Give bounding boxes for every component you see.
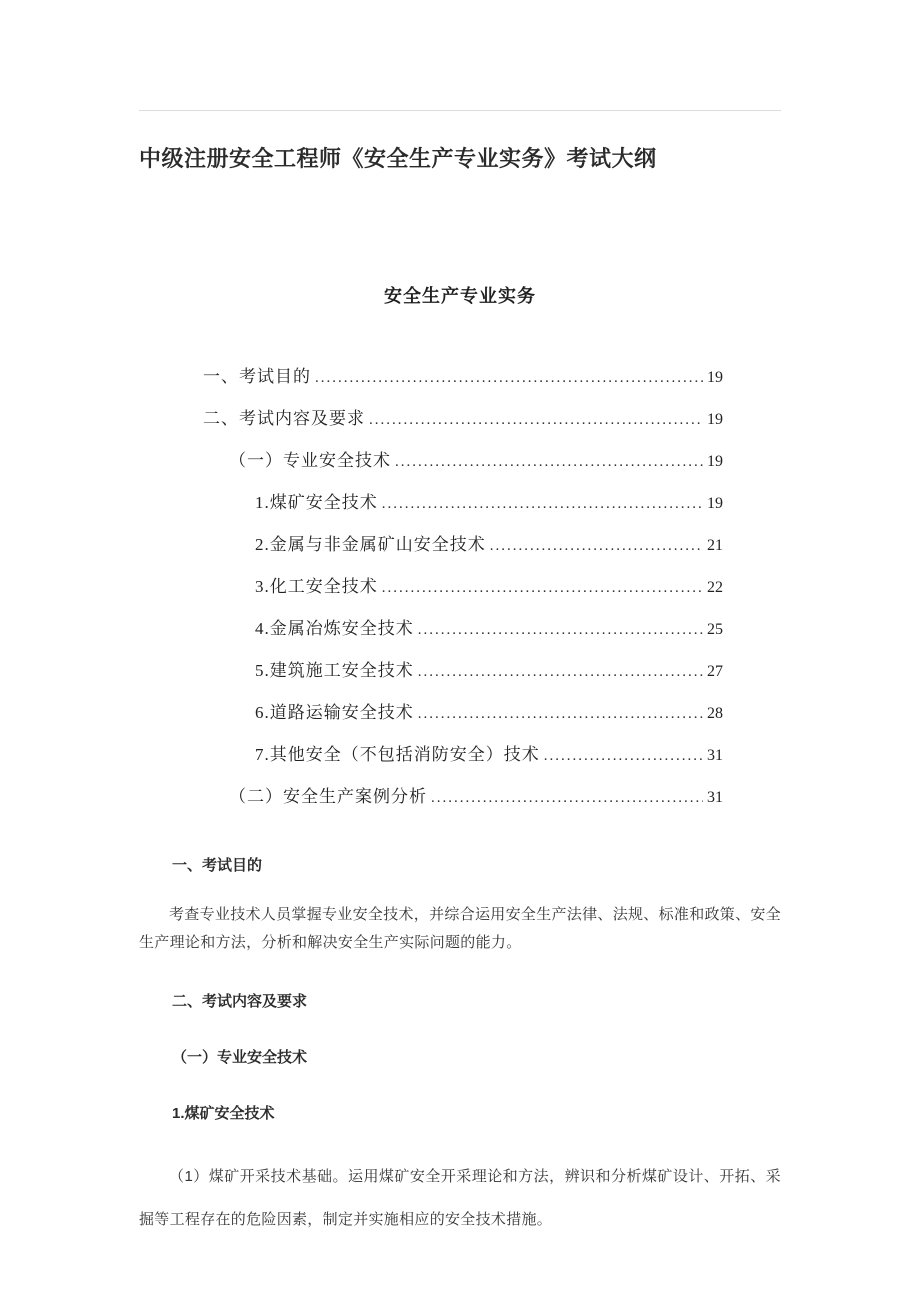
toc-page-number: 25 — [707, 621, 723, 638]
toc-leader-dots — [395, 449, 703, 475]
toc-leader-dots — [544, 743, 703, 769]
toc-leader-dots — [369, 407, 703, 433]
toc-item — [203, 700, 723, 727]
toc-item — [203, 364, 723, 391]
toc-item — [203, 406, 723, 433]
toc-item-label: 二、考试内容及要求 — [203, 409, 365, 428]
toc-leader-dots — [418, 617, 703, 643]
toc-leader-dots — [418, 701, 703, 727]
toc-page-number: 27 — [707, 663, 723, 680]
toc-item-label: 4.金属冶炼安全技术 — [255, 619, 414, 638]
toc-item — [203, 784, 723, 811]
section-heading: 二、考试内容及要求 — [172, 993, 308, 1010]
toc-item-label: 2.金属与非金属矿山安全技术 — [255, 535, 486, 554]
toc-item — [203, 658, 723, 685]
document-body — [139, 855, 781, 1241]
document-title: 中级注册安全工程师《安全生产专业实务》考试大纲 — [139, 146, 657, 171]
toc-item-label: 6.道路运输安全技术 — [255, 703, 414, 722]
toc-page-number: 19 — [707, 453, 723, 470]
body-paragraph: 考查专业技术人员掌握专业安全技术，并综合运用安全生产法律、法规、标准和政策、安全生产理论和方法，分析和解决安全生产实际问题的能力。 — [139, 906, 782, 951]
toc-item-label: （一）专业安全技术 — [229, 451, 391, 470]
toc-item-label: 3.化工安全技术 — [255, 577, 378, 596]
toc-leader-dots — [431, 785, 703, 811]
toc-item-label: 7.其他安全（不包括消防安全）技术 — [255, 745, 540, 764]
toc-page-number: 31 — [707, 747, 723, 764]
toc-page-number: 31 — [707, 789, 723, 806]
toc-leader-dots — [490, 533, 703, 559]
table-of-contents — [139, 364, 781, 811]
toc-leader-dots — [315, 365, 703, 391]
toc-item — [203, 616, 723, 643]
toc-page-number: 22 — [707, 579, 723, 596]
toc-page-number: 28 — [707, 705, 723, 722]
section-heading: 1.煤矿安全技术 — [172, 1105, 275, 1122]
section-heading: （一）专业安全技术 — [172, 1049, 308, 1066]
toc-leader-dots — [382, 575, 703, 601]
toc-item — [203, 448, 723, 475]
toc-page-number: 21 — [707, 537, 723, 554]
toc-leader-dots — [418, 659, 703, 685]
top-divider — [139, 110, 781, 111]
toc-item — [203, 742, 723, 769]
toc-page-number: 19 — [707, 495, 723, 512]
section-heading: 一、考试目的 — [172, 857, 263, 874]
toc-item — [203, 490, 723, 517]
document-subtitle: 安全生产专业实务 — [384, 286, 536, 306]
toc-leader-dots — [382, 491, 703, 517]
toc-item-label: 一、考试目的 — [203, 367, 311, 386]
toc-item — [203, 574, 723, 601]
toc-page-number: 19 — [707, 411, 723, 428]
toc-item-label: （二）安全生产案例分析 — [229, 787, 427, 806]
toc-item — [203, 532, 723, 559]
toc-page-number: 19 — [707, 369, 723, 386]
toc-item-label: 5.建筑施工安全技术 — [255, 661, 414, 680]
toc-item-label: 1.煤矿安全技术 — [255, 493, 378, 512]
body-paragraph: （1）煤矿开采技术基础。运用煤矿安全开采理论和方法，辨识和分析煤矿设计、开拓、采掘等工程存在的危险因素，制定并实施相应的安全技术措施。 — [139, 1168, 781, 1228]
